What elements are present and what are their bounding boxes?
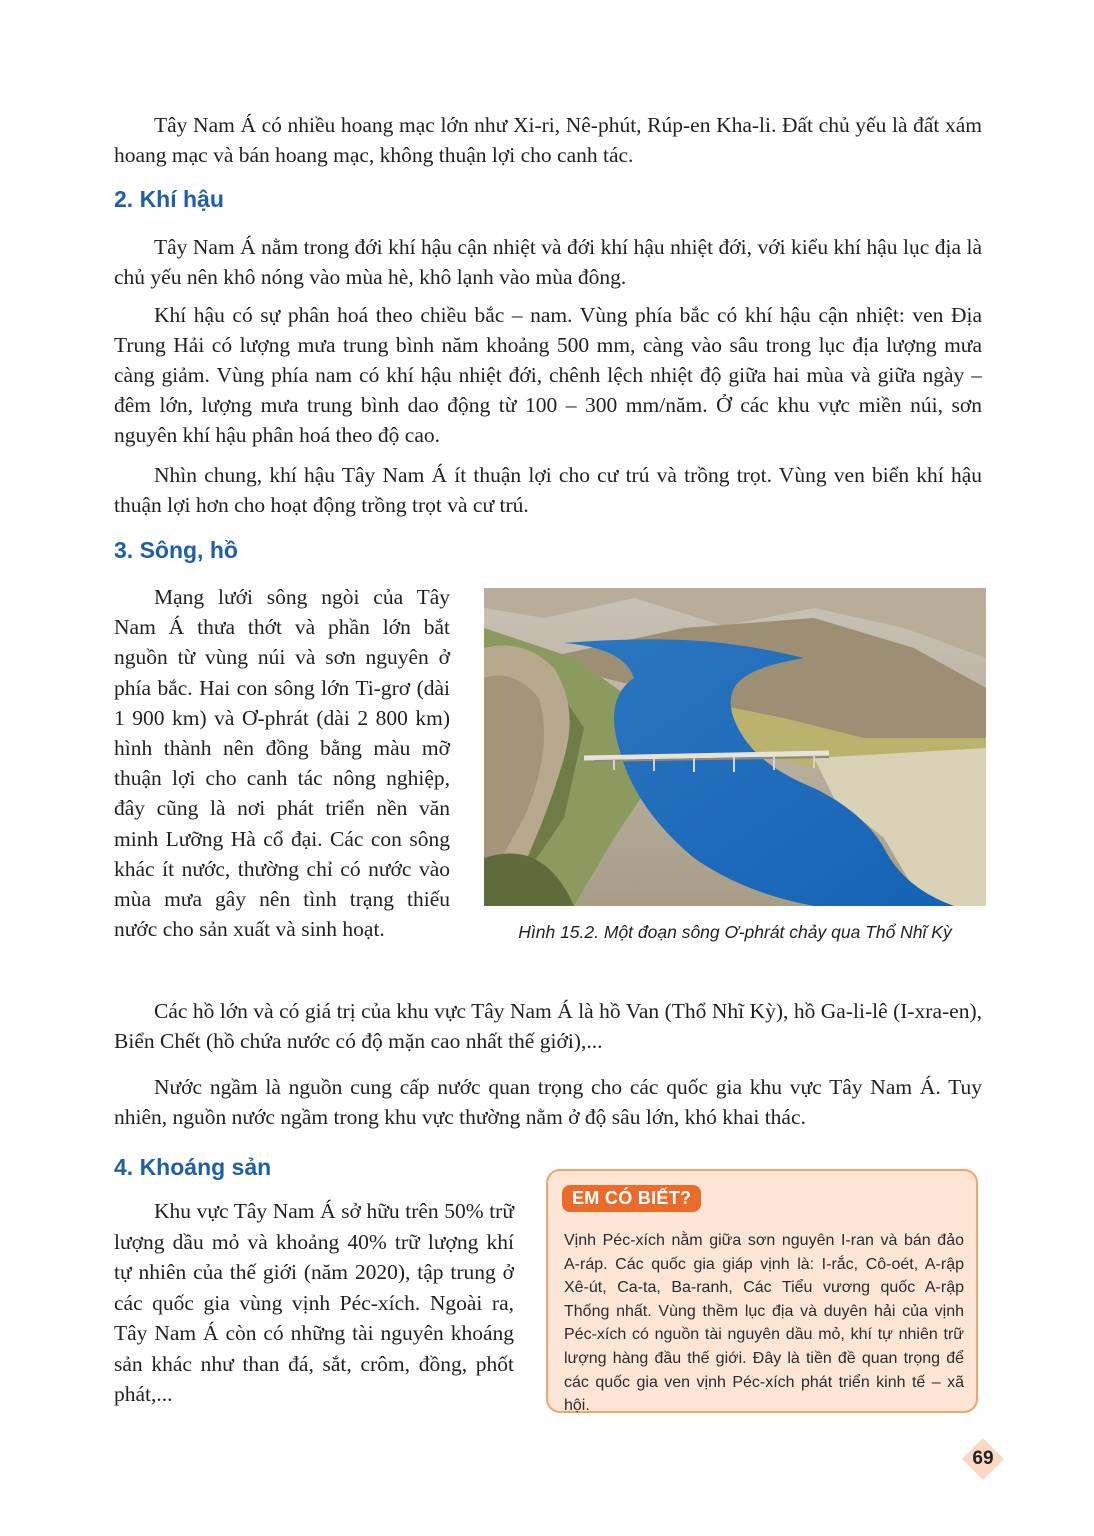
climate-paragraph-1: Tây Nam Á nằm trong đới khí hậu cận nhiệt và đới khí hậu nhiệt đới, với kiểu khí hậu lục địa là chủ yếu nên khô nóng vào mùa hè, khô lạnh vào mùa đông. [114,235,982,289]
river-landscape-image [484,588,986,906]
euphrates-river-photo [484,588,986,906]
climate-paragraph-2: Khí hậu có sự phân hoá theo chiều bắc – nam. Vùng phía bắc có khí hậu cận nhiệt: ven Địa Trung Hải có lượng mưa trung bình năm khoảng 500 mm, càng vào sâu trong lục địa lượng mưa càng giảm. Vùng phía nam có khí hậu nhiệt đới, chênh lệch nhiệt độ giữa hai mùa và giữa ngày – đêm lớn, lượng mưa trung bình dao động từ 100 – 300 mm/năm. Ở các khu vực miền núi, sơn nguyên khí hậu phân hoá theo độ cao. [114,303,982,447]
heading-rivers: 3. Sông, hồ [114,537,238,563]
climate-paragraph-3: Nhìn chung, khí hậu Tây Nam Á ít thuận lợi cho cư trú và trồng trọt. Vùng ven biển khí hậu thuận lợi hơn cho hoạt động trồng trọt và cư trú. [114,463,982,517]
heading-minerals: 4. Khoáng sản [114,1154,272,1180]
did-you-know-badge: EM CÓ BIẾT? [562,1185,701,1212]
heading-climate: 2. Khí hậu [114,186,224,212]
figure-caption: Hình 15.2. Một đoạn sông Ơ-phrát chảy qua Thổ Nhĩ Kỳ [518,922,952,942]
page-number-text: 69 [972,1448,994,1469]
minerals-paragraph: Khu vực Tây Nam Á sở hữu trên 50% trữ lượng dầu mỏ và khoảng 40% trữ lượng khí tự nhiên của thế giới (năm 2020), tập trung ở các quốc gia vùng vịnh Péc-xích. Ngoài ra, Tây Nam Á còn có những tài nguyên khoáng sản khác như than đá, sắt, crôm, đồng, phốt phát,... [114,1199,514,1406]
page-number [960,1436,1006,1482]
did-you-know-box [546,1169,978,1413]
rivers-column-text: Mạng lưới sông ngòi của Tây Nam Á thưa thớt và phần lớn bắt nguồn từ vùng núi và sơn nguyên ở phía bắc. Hai con sông lớn Ti-grơ (dài 1 900 km) và Ơ-phrát (dài 2 800 km) hình thành nên đồng bằng màu mỡ thuận lợi cho canh tác nông nghiệp, đây cũng là nơi phát triển nền văn minh Lưỡng Hà cổ đại. Các con sông khác ít nước, thường chỉ có nước vào mùa mưa gây nên tình trạng thiếu nước cho sản xuất và sinh hoạt. [114,585,450,942]
rivers-paragraph-groundwater: Nước ngầm là nguồn cung cấp nước quan trọng cho các quốc gia khu vực Tây Nam Á. Tuy nhiên, nguồn nước ngầm trong khu vực thường nằm ở độ sâu lớn, khó khai thác. [114,1075,982,1129]
intro-paragraph: Tây Nam Á có nhiều hoang mạc lớn như Xi-ri, Nê-phút, Rúp-en Kha-li. Đất chủ yếu là đất xám hoang mạc và bán hoang mạc, không thuận lợi cho canh tác. [114,113,982,167]
rivers-paragraph-lakes: Các hồ lớn và có giá trị của khu vực Tây Nam Á là hồ Van (Thổ Nhĩ Kỳ), hồ Ga-li-lê (I-xra-en), Biển Chết (hồ chứa nước có độ mặn cao nhất thế giới),... [114,999,982,1053]
did-you-know-text: Vịnh Péc-xích nằm giữa sơn nguyên I-ran và bán đảo A-ráp. Các quốc gia giáp vịnh là: I-rắc, Cô-oét, A-rập Xê-út, Ca-ta, Ba-ranh, Các Tiểu vương quốc A-rập Thống nhất. Vùng thềm lục địa và duyên hải của vịnh Péc-xích có nguồn tài nguyên dầu mỏ, khí tự nhiên trữ lượng hàng đầu thế giới. Đây là tiền đề quan trọng để các quốc gia ven vịnh Péc-xích phát triển kinh tế – xã hội. [564,1232,964,1415]
